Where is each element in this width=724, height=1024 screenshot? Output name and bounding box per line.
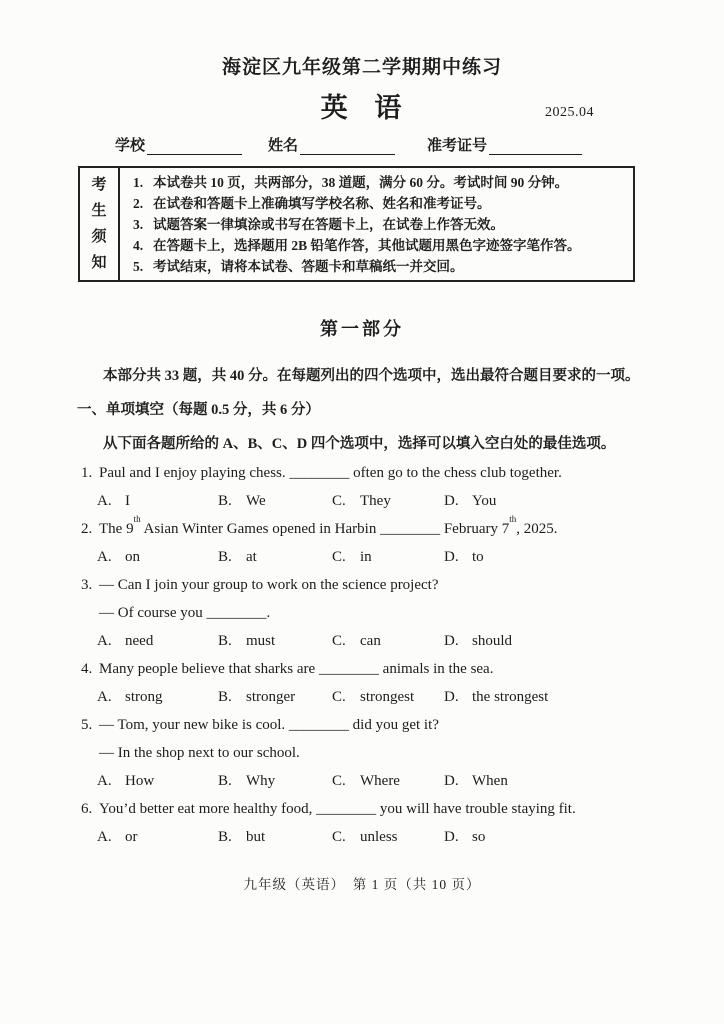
question-1-options — [97, 487, 724, 515]
school-field-underline — [147, 137, 242, 155]
ordinal-superscript: th — [133, 514, 141, 524]
question-3-text-row — [0, 571, 724, 599]
section1-instruction: 从下面各题所给的 A、B、C、D 四个选项中，选择可以填入空白处的最佳选项。 — [103, 436, 616, 452]
option-d: D. the strongest — [444, 689, 549, 705]
question-1-text-row — [0, 459, 724, 487]
question-6 — [0, 795, 724, 851]
name-field — [268, 134, 395, 155]
option-a: A. need — [97, 633, 154, 649]
question-number: 1. — [81, 465, 93, 481]
notice-item: 5. 考试结束，请将本试卷、答题卡和草稿纸一并交回。 — [133, 259, 464, 274]
question-5-reply-line: — In the shop next to our school. — [99, 745, 300, 761]
option-b: B. Why — [218, 773, 276, 789]
question-number: 2. — [81, 521, 93, 537]
option-b: B. stronger — [218, 689, 296, 705]
admission-number-field-label: 准考证号 — [427, 138, 488, 154]
question-text: Paul and I enjoy playing chess. ________ often go to the chess club together. — [99, 465, 562, 481]
notice-label-column — [80, 168, 120, 280]
ordinal-superscript: th — [509, 514, 517, 524]
option-d: D. should — [444, 633, 513, 649]
option-c: C. can — [332, 633, 381, 649]
question-1 — [0, 459, 724, 515]
option-a: A. or — [97, 829, 138, 845]
question-2 — [0, 515, 724, 571]
question-6-text-row — [0, 795, 724, 823]
option-c: C. They — [332, 493, 391, 509]
notice-item: 3. 试题答案一律填涂或书写在答题卡上，在试卷上作答无效。 — [133, 217, 504, 232]
option-d: D. so — [444, 829, 486, 845]
student-info-fields — [0, 134, 724, 155]
question-5-options — [97, 767, 724, 795]
notice-item: 4. 在答题卡上，选择题用 2B 铅笔作答，其他试题用黑色字迹签字笔作答。 — [133, 238, 581, 253]
section1-title: 一、单项填空（每题 0.5 分，共 6 分） — [77, 402, 320, 418]
option-c: C. in — [332, 549, 372, 565]
notice-item: 2. 在试卷和答题卡上准确填写学校名称、姓名和准考证号。 — [133, 196, 491, 211]
question-4-text-row — [0, 655, 724, 683]
option-c: C. Where — [332, 773, 400, 789]
part1-heading: 第一部分 — [320, 319, 404, 339]
subject-row — [0, 86, 724, 122]
option-b: B. must — [218, 633, 276, 649]
question-text: The 9th Asian Winter Games opened in Harbin ________ February 7th, 2025. — [99, 514, 558, 537]
option-b: B. We — [218, 493, 266, 509]
question-text: — Tom, your new bike is cool. ________ did you get it? — [99, 717, 439, 733]
question-number: 4. — [81, 661, 93, 677]
school-field-label: 学校 — [115, 138, 146, 154]
question-2-text-row — [0, 515, 724, 543]
question-5-text-row — [0, 711, 724, 739]
question-2-options — [97, 543, 724, 571]
subject-title: 英 语 — [320, 93, 404, 123]
question-5 — [0, 711, 724, 795]
notice-items — [120, 168, 633, 280]
question-4 — [0, 655, 724, 711]
question-text: Many people believe that sharks are ________ animals in the sea. — [99, 661, 494, 677]
question-3 — [0, 571, 724, 655]
option-d: D. to — [444, 549, 484, 565]
option-c: C. unless — [332, 829, 398, 845]
school-field — [115, 134, 242, 155]
question-text: — Can I join your group to work on the science project? — [99, 577, 439, 593]
question-6-options — [97, 823, 724, 851]
questions-list — [0, 459, 724, 851]
question-3-options — [97, 627, 724, 655]
question-text: You’d better eat more healthy food, ________ you will have trouble staying fit. — [99, 801, 576, 817]
option-b: B. but — [218, 829, 266, 845]
name-field-underline — [300, 137, 395, 155]
notice-item: 1. 本试卷共 10 页，共两部分，38 道题，满分 60 分。考试时间 90 分钟。 — [133, 175, 569, 190]
question-number: 6. — [81, 801, 93, 817]
option-a: A. I — [97, 493, 130, 509]
notice-label: 考生须知 — [91, 177, 107, 271]
admission-number-field-underline — [489, 137, 582, 155]
option-a: A. on — [97, 549, 140, 565]
option-d: D. When — [444, 773, 508, 789]
option-a: A. How — [97, 773, 155, 789]
option-c: C. strongest — [332, 689, 415, 705]
question-4-options — [97, 683, 724, 711]
page-footer: 九年级（英语） 第 1 页（共 10 页） — [243, 877, 481, 892]
question-3-reply-line: — Of course you ________. — [99, 605, 271, 621]
name-field-label: 姓名 — [268, 138, 299, 154]
option-d: D. You — [444, 493, 497, 509]
admission-number-field — [427, 134, 582, 155]
question-number: 5. — [81, 717, 93, 733]
option-a: A. strong — [97, 689, 163, 705]
option-b: B. at — [218, 549, 257, 565]
page-title: 海淀区九年级第二学期期中练习 — [221, 57, 502, 78]
question-number: 3. — [81, 577, 93, 593]
part1-intro: 本部分共 33 题，共 40 分。在每题列出的四个选项中，选出最符合题目要求的一项。 — [103, 368, 640, 384]
exam-date: 2025.04 — [545, 105, 594, 120]
candidate-notice-box — [78, 166, 635, 282]
